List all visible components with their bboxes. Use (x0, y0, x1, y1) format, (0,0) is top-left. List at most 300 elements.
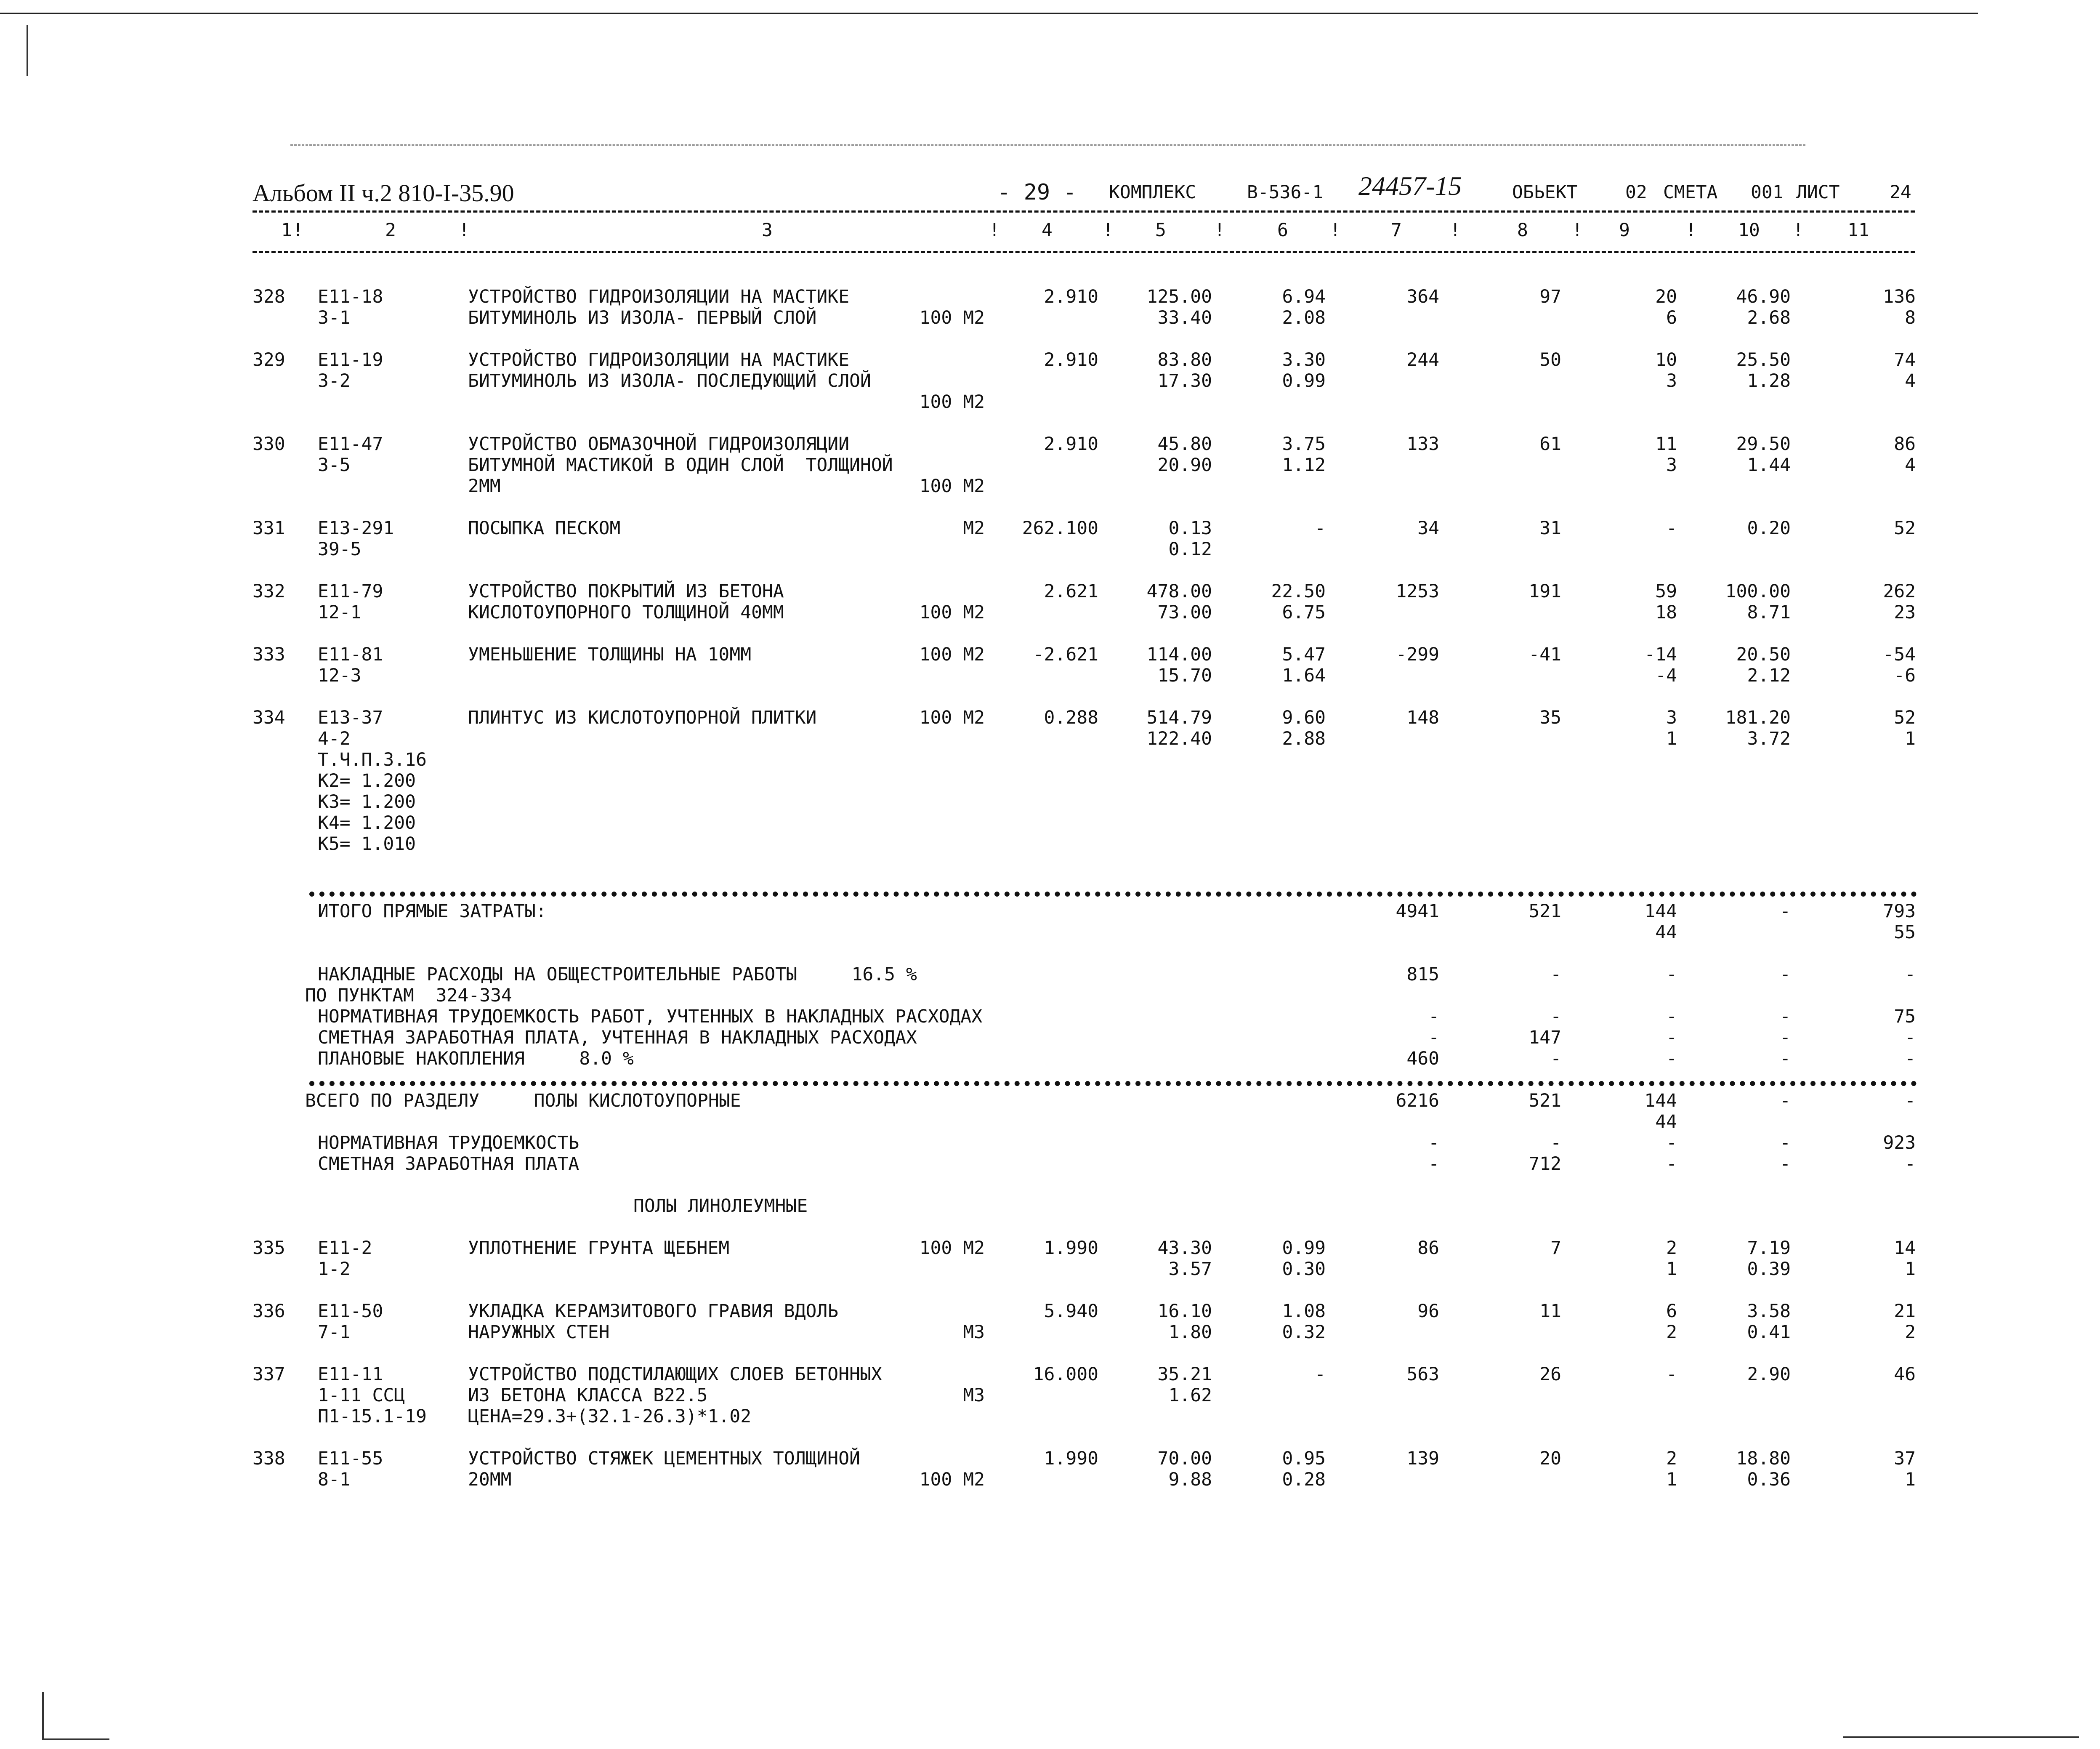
bottom-left-corner (42, 1738, 109, 1740)
cell-c10: 0.41 (1747, 1322, 1791, 1343)
cell-c5: 122.40 (1146, 728, 1212, 749)
cell-c10: 20.50 (1736, 644, 1791, 665)
overhead-c10: - (1780, 964, 1791, 985)
column-separator: ! (1450, 220, 1461, 241)
left-edge-mark (27, 25, 28, 76)
cell-c9: 10 (1655, 349, 1677, 370)
work-description: УМЕНЬШЕНИЕ ТОЛЩИНЫ НА 10ММ (468, 644, 752, 665)
quantity: 0.288 (1044, 707, 1098, 728)
section-extra-c8: - (1550, 1132, 1561, 1153)
column-number: 1 (281, 220, 292, 241)
header-rule-top (253, 210, 1915, 213)
overhead-text: ПО ПУНКТАМ 324-334 (305, 985, 512, 1006)
row-number: 328 (253, 286, 285, 307)
cell-c6: 6.94 (1282, 286, 1326, 307)
cell-c5: 73.00 (1157, 602, 1212, 623)
cell-c10: 18.80 (1736, 1448, 1791, 1469)
cell-c11: 14 (1894, 1238, 1916, 1259)
rate-code: Е11-79 (318, 581, 383, 602)
sheet-number: 24 (1890, 182, 1911, 203)
overhead-c10: - (1780, 1048, 1791, 1069)
cell-c9: 3 (1666, 707, 1677, 728)
section-extra-c10: - (1780, 1153, 1791, 1174)
column-separator: ! (292, 220, 303, 241)
object-number: 02 (1625, 182, 1647, 203)
rate-code: Е13-291 (318, 518, 394, 539)
column-number: 3 (762, 220, 773, 241)
cell-c9: 1 (1666, 1469, 1677, 1490)
bottom-left-vertical (42, 1692, 44, 1739)
section-total-label: ВСЕГО ПО РАЗДЕЛУ ПОЛЫ КИСЛОТОУПОРНЫЕ (305, 1090, 741, 1111)
work-description: БИТУМНОЙ МАСТИКОЙ В ОДИН СЛОЙ ТОЛЩИНОЙ (468, 455, 893, 476)
column-number: 11 (1847, 220, 1869, 241)
row-number: 329 (253, 349, 285, 370)
header-rule-bottom (253, 251, 1915, 253)
row-number: 337 (253, 1364, 285, 1385)
row-number: 336 (253, 1301, 285, 1322)
work-description: 2ММ (468, 476, 501, 497)
cell-c10: 3.72 (1747, 728, 1791, 749)
overhead-text: НАКЛАДНЫЕ РАСХОДЫ НА ОБЩЕСТРОИТЕЛЬНЫЕ РАБОТЫ 16.5 % (318, 964, 917, 985)
column-separator: ! (1214, 220, 1225, 241)
bottom-right-line (1843, 1736, 2079, 1738)
estimate-number: 001 (1751, 182, 1784, 203)
cell-c10: 0.20 (1747, 518, 1791, 539)
rate-code: Е11-55 (318, 1448, 383, 1469)
quantity: 2.621 (1044, 581, 1098, 602)
rate-code: 4-2 (318, 728, 351, 749)
work-description: УСТРОЙСТВО ПОДСТИЛАЮЩИХ СЛОЕВ БЕТОННЫХ (468, 1364, 882, 1385)
section-extra-c10: - (1780, 1132, 1791, 1153)
cell-c8: 31 (1539, 518, 1561, 539)
cell-c6: 0.99 (1282, 1238, 1326, 1259)
cell-c5: 125.00 (1146, 286, 1212, 307)
rate-code: К3= 1.200 (318, 791, 416, 812)
cell-c6: 5.47 (1282, 644, 1326, 665)
object-label: ОБЬЕКТ (1512, 182, 1578, 203)
quantity: 2.910 (1044, 434, 1098, 455)
overhead-c7: 815 (1406, 964, 1439, 985)
cell-c9: -14 (1644, 644, 1677, 665)
overhead-c10: - (1780, 1006, 1791, 1027)
work-description: НАРУЖНЫХ СТЕН (468, 1322, 610, 1343)
cell-c7: 139 (1406, 1448, 1439, 1469)
rate-code: 8-1 (318, 1469, 351, 1490)
cell-c8: 97 (1539, 286, 1561, 307)
column-number: 9 (1619, 220, 1630, 241)
quantity: -2.621 (1033, 644, 1098, 665)
cell-c5: 0.12 (1168, 539, 1212, 560)
work-description: ПОСЫПКА ПЕСКОМ (468, 518, 621, 539)
cell-c11: 23 (1894, 602, 1916, 623)
work-description: ПЛИНТУС ИЗ КИСЛОТОУПОРНОЙ ПЛИТКИ (468, 707, 817, 728)
cell-c6: 3.30 (1282, 349, 1326, 370)
cell-c10: 100.00 (1725, 581, 1791, 602)
row-number: 330 (253, 434, 285, 455)
overhead-text: ПЛАНОВЫЕ НАКОПЛЕНИЯ 8.0 % (318, 1048, 634, 1069)
section-extra-c9: - (1666, 1132, 1677, 1153)
cell-c6: 1.08 (1282, 1301, 1326, 1322)
rate-code: Е11-81 (318, 644, 383, 665)
cell-c6: - (1315, 518, 1326, 539)
cell-c10: 0.36 (1747, 1469, 1791, 1490)
section-total-c9: 44 (1655, 1111, 1677, 1132)
section-total-c8: 521 (1528, 1090, 1561, 1111)
cell-c11: 37 (1894, 1448, 1916, 1469)
cell-c11: 74 (1894, 349, 1916, 370)
work-description: ИЗ БЕТОНА КЛАССА В22.5 (468, 1385, 708, 1406)
cell-c10: 25.50 (1736, 349, 1791, 370)
estimate-label: СМЕТА (1663, 182, 1718, 203)
column-number: 5 (1155, 220, 1166, 241)
quantity: 2.910 (1044, 349, 1098, 370)
work-description: УПЛОТНЕНИЕ ГРУНТА ЩЕБНЕМ (468, 1238, 730, 1259)
cell-c5: 15.70 (1157, 665, 1212, 686)
rate-code: 3-1 (318, 307, 351, 328)
rate-code: 12-3 (318, 665, 362, 686)
cell-c9: 6 (1666, 1301, 1677, 1322)
cell-c5: 33.40 (1157, 307, 1212, 328)
row-number: 333 (253, 644, 285, 665)
column-separator: ! (1685, 220, 1696, 241)
section-title: ПОЛЫ ЛИНОЛЕУМНЫЕ (633, 1195, 808, 1217)
cell-c8: 11 (1539, 1301, 1561, 1322)
row-number: 338 (253, 1448, 285, 1469)
cell-c10: 2.12 (1747, 665, 1791, 686)
cell-c6: 0.30 (1282, 1259, 1326, 1280)
unit: 100 М2 (919, 1238, 985, 1259)
work-description: УКЛАДКА КЕРАМЗИТОВОГО ГРАВИЯ ВДОЛЬ (468, 1301, 839, 1322)
work-description: БИТУМИНОЛЬ ИЗ ИЗОЛА- ПОСЛЕДУЮЩИЙ СЛОЙ (468, 370, 871, 391)
column-separator: ! (1330, 220, 1341, 241)
overhead-c9: - (1666, 964, 1677, 985)
rate-code: К4= 1.200 (318, 812, 416, 833)
cell-c11: 46 (1894, 1364, 1916, 1385)
overhead-c7: - (1428, 1027, 1439, 1048)
quantity: 5.940 (1044, 1301, 1098, 1322)
cell-c10: 29.50 (1736, 434, 1791, 455)
cell-c9: 20 (1655, 286, 1677, 307)
section-extra-c7: - (1428, 1132, 1439, 1153)
unit: 100 М2 (919, 476, 985, 497)
unit: 100 М2 (919, 1469, 985, 1490)
overhead-c9: - (1666, 1006, 1677, 1027)
cell-c9: 18 (1655, 602, 1677, 623)
overhead-c9: - (1666, 1048, 1677, 1069)
cell-c5: 1.62 (1168, 1385, 1212, 1406)
cell-c7: 133 (1406, 434, 1439, 455)
dotted-rule (309, 1081, 1917, 1086)
top-faint-line (290, 144, 1805, 146)
column-number: 4 (1042, 220, 1053, 241)
quantity: 262.100 (1022, 518, 1098, 539)
cell-c11: 2 (1905, 1322, 1916, 1343)
rate-code: П1-15.1-19 (318, 1406, 427, 1427)
complex-code: В-536-1 (1247, 182, 1324, 203)
total-c11: 55 (1894, 922, 1916, 943)
column-separator: ! (1572, 220, 1583, 241)
total-c7: 4941 (1396, 901, 1439, 922)
section-extra-c11: - (1905, 1153, 1916, 1174)
cell-c5: 35.21 (1157, 1364, 1212, 1385)
cell-c10: 2.68 (1747, 307, 1791, 328)
total-c9: 144 (1644, 901, 1677, 922)
album-title: Альбом II ч.2 810-I-35.90 (253, 179, 514, 207)
cell-c7: 563 (1406, 1364, 1439, 1385)
page-number: - 29 - (997, 180, 1077, 205)
cell-c6: - (1315, 1364, 1326, 1385)
cell-c10: 1.44 (1747, 455, 1791, 476)
rate-code: Е11-19 (318, 349, 383, 370)
cell-c9: 6 (1666, 307, 1677, 328)
cell-c8: 35 (1539, 707, 1561, 728)
cell-c5: 0.13 (1168, 518, 1212, 539)
column-number: 7 (1391, 220, 1402, 241)
section-total-c10: - (1780, 1090, 1791, 1111)
cell-c8: 20 (1539, 1448, 1561, 1469)
cell-c6: 2.88 (1282, 728, 1326, 749)
overhead-c10: - (1780, 1027, 1791, 1048)
rate-code: 12-1 (318, 602, 362, 623)
cell-c10: 2.90 (1747, 1364, 1791, 1385)
complex-label: КОМПЛЕКС (1109, 182, 1196, 203)
unit: М3 (963, 1385, 985, 1406)
section-extra-c11: 923 (1883, 1132, 1916, 1153)
cell-c6: 0.32 (1282, 1322, 1326, 1343)
cell-c5: 514.79 (1146, 707, 1212, 728)
rate-code: 3-2 (318, 370, 351, 391)
work-description: УСТРОЙСТВО ГИДРОИЗОЛЯЦИИ НА МАСТИКЕ (468, 286, 850, 307)
column-number: 6 (1277, 220, 1288, 241)
rate-code: К5= 1.010 (318, 833, 416, 855)
cell-c5: 16.10 (1157, 1301, 1212, 1322)
cell-c9: 2 (1666, 1238, 1677, 1259)
rate-code: 39-5 (318, 539, 362, 560)
unit: 100 М2 (919, 707, 985, 728)
cell-c6: 2.08 (1282, 307, 1326, 328)
cell-c9: 1 (1666, 1259, 1677, 1280)
cell-c9: 3 (1666, 370, 1677, 391)
overhead-c9: - (1666, 1027, 1677, 1048)
cell-c6: 22.50 (1271, 581, 1326, 602)
unit: 100 М2 (919, 644, 985, 665)
cell-c6: 1.12 (1282, 455, 1326, 476)
overhead-c8: 147 (1528, 1027, 1561, 1048)
total-c8: 521 (1528, 901, 1561, 922)
cell-c10: 0.39 (1747, 1259, 1791, 1280)
cell-c11: 1 (1905, 1259, 1916, 1280)
column-separator: ! (989, 220, 1000, 241)
overhead-c8: - (1550, 1048, 1561, 1069)
cell-c10: 181.20 (1725, 707, 1791, 728)
cell-c7: -299 (1396, 644, 1439, 665)
cell-c8: 61 (1539, 434, 1561, 455)
cell-c9: - (1666, 518, 1677, 539)
row-number: 335 (253, 1238, 285, 1259)
cell-c10: 8.71 (1747, 602, 1791, 623)
cell-c11: -6 (1894, 665, 1916, 686)
unit: М2 (963, 518, 985, 539)
overhead-c11: - (1905, 1027, 1916, 1048)
cell-c8: 50 (1539, 349, 1561, 370)
cell-c9: 3 (1666, 455, 1677, 476)
rate-code: 1-2 (318, 1259, 351, 1280)
cell-c7: 364 (1406, 286, 1439, 307)
column-separator: ! (1793, 220, 1804, 241)
cell-c9: 59 (1655, 581, 1677, 602)
overhead-c11: 75 (1894, 1006, 1916, 1027)
column-separator: ! (459, 220, 470, 241)
cell-c6: 0.95 (1282, 1448, 1326, 1469)
cell-c10: 1.28 (1747, 370, 1791, 391)
work-description: УСТРОЙСТВО СТЯЖЕК ЦЕМЕНТНЫХ ТОЛЩИНОЙ (468, 1448, 860, 1469)
handwritten-number: 24457-15 (1358, 171, 1462, 201)
unit: 100 М2 (919, 307, 985, 328)
rate-code: Е11-47 (318, 434, 383, 455)
cell-c11: 136 (1883, 286, 1916, 307)
unit: М3 (963, 1322, 985, 1343)
cell-c5: 1.80 (1168, 1322, 1212, 1343)
rate-code: Е11-18 (318, 286, 383, 307)
total-c9: 44 (1655, 922, 1677, 943)
rate-code: Е11-2 (318, 1238, 372, 1259)
cell-c6: 6.75 (1282, 602, 1326, 623)
cell-c8: -41 (1528, 644, 1561, 665)
overhead-c8: - (1550, 964, 1561, 985)
cell-c7: 86 (1417, 1238, 1439, 1259)
cell-c5: 9.88 (1168, 1469, 1212, 1490)
rate-code: Е11-11 (318, 1364, 383, 1385)
overhead-c7: 460 (1406, 1048, 1439, 1069)
total-c10: - (1780, 901, 1791, 922)
cell-c6: 3.75 (1282, 434, 1326, 455)
quantity: 2.910 (1044, 286, 1098, 307)
cell-c11: -54 (1883, 644, 1916, 665)
rate-code: К2= 1.200 (318, 770, 416, 791)
work-description: 20ММ (468, 1469, 512, 1490)
cell-c5: 17.30 (1157, 370, 1212, 391)
cell-c11: 1 (1905, 1469, 1916, 1490)
overhead-text: СМЕТНАЯ ЗАРАБОТНАЯ ПЛАТА, УЧТЕННАЯ В НАКЛАДНЫХ РАСХОДАХ (318, 1027, 917, 1048)
unit: 100 М2 (919, 391, 985, 413)
work-description: УСТРОЙСТВО ГИДРОИЗОЛЯЦИИ НА МАСТИКЕ (468, 349, 850, 370)
cell-c11: 21 (1894, 1301, 1916, 1322)
section-extra-text: СМЕТНАЯ ЗАРАБОТНАЯ ПЛАТА (318, 1153, 579, 1174)
cell-c9: -4 (1655, 665, 1677, 686)
cell-c11: 8 (1905, 307, 1916, 328)
column-number: 2 (385, 220, 396, 241)
cell-c9: 11 (1655, 434, 1677, 455)
cell-c5: 45.80 (1157, 434, 1212, 455)
cell-c11: 86 (1894, 434, 1916, 455)
row-number: 331 (253, 518, 285, 539)
cell-c8: 7 (1550, 1238, 1561, 1259)
cell-c5: 43.30 (1157, 1238, 1212, 1259)
quantity: 1.990 (1044, 1448, 1098, 1469)
cell-c9: 2 (1666, 1448, 1677, 1469)
work-description: БИТУМИНОЛЬ ИЗ ИЗОЛА- ПЕРВЫЙ СЛОЙ (468, 307, 817, 328)
cell-c5: 3.57 (1168, 1259, 1212, 1280)
section-extra-c7: - (1428, 1153, 1439, 1174)
cell-c7: 34 (1417, 518, 1439, 539)
section-extra-text: НОРМАТИВНАЯ ТРУДОЕМКОСТЬ (318, 1132, 579, 1153)
rate-code: 3-5 (318, 455, 351, 476)
cell-c5: 70.00 (1157, 1448, 1212, 1469)
cell-c10: 7.19 (1747, 1238, 1791, 1259)
sheet-label: ЛИСТ (1796, 182, 1840, 203)
cell-c11: 1 (1905, 728, 1916, 749)
cell-c6: 1.64 (1282, 665, 1326, 686)
cell-c9: 1 (1666, 728, 1677, 749)
rate-code: Е11-50 (318, 1301, 383, 1322)
row-number: 334 (253, 707, 285, 728)
work-description: ЦЕНА=29.3+(32.1-26.3)*1.02 (468, 1406, 752, 1427)
cell-c5: 20.90 (1157, 455, 1212, 476)
rate-code: 7-1 (318, 1322, 351, 1343)
overhead-c8: - (1550, 1006, 1561, 1027)
work-description: УСТРОЙСТВО ОБМАЗОЧНОЙ ГИДРОИЗОЛЯЦИИ (468, 434, 850, 455)
overhead-c11: - (1905, 964, 1916, 985)
cell-c5: 478.00 (1146, 581, 1212, 602)
work-description: КИСЛОТОУПОРНОГО ТОЛЩИНОЙ 40ММ (468, 602, 784, 623)
section-extra-c8: 712 (1528, 1153, 1561, 1174)
rate-code: Е13-37 (318, 707, 383, 728)
top-scan-line (0, 13, 1978, 14)
rate-code: 1-11 ССЦ (318, 1385, 405, 1406)
row-number: 332 (253, 581, 285, 602)
cell-c5: 83.80 (1157, 349, 1212, 370)
cell-c10: 46.90 (1736, 286, 1791, 307)
section-total-c11: - (1905, 1090, 1916, 1111)
cell-c11: 52 (1894, 707, 1916, 728)
section-total-c7: 6216 (1396, 1090, 1439, 1111)
column-separator: ! (1103, 220, 1114, 241)
total-c11: 793 (1883, 901, 1916, 922)
rate-code: Т.Ч.П.3.16 (318, 749, 427, 770)
cell-c8: 26 (1539, 1364, 1561, 1385)
cell-c11: 52 (1894, 518, 1916, 539)
cell-c8: 191 (1528, 581, 1561, 602)
cell-c6: 0.28 (1282, 1469, 1326, 1490)
cell-c11: 262 (1883, 581, 1916, 602)
section-total-c9: 144 (1644, 1090, 1677, 1111)
cell-c6: 0.99 (1282, 370, 1326, 391)
cell-c7: 96 (1417, 1301, 1439, 1322)
cell-c11: 4 (1905, 455, 1916, 476)
cell-c9: - (1666, 1364, 1677, 1385)
dotted-rule (309, 892, 1917, 897)
section-extra-c9: - (1666, 1153, 1677, 1174)
overhead-text: НОРМАТИВНАЯ ТРУДОЕМКОСТЬ РАБОТ, УЧТЕННЫХ В НАКЛАДНЫХ РАСХОДАХ (318, 1006, 983, 1027)
overhead-c7: - (1428, 1006, 1439, 1027)
total-label: ИТОГО ПРЯМЫЕ ЗАТРАТЫ: (318, 901, 547, 922)
cell-c7: 148 (1406, 707, 1439, 728)
cell-c6: 9.60 (1282, 707, 1326, 728)
column-number: 10 (1738, 220, 1760, 241)
overhead-c11: - (1905, 1048, 1916, 1069)
column-number: 8 (1517, 220, 1528, 241)
cell-c7: 1253 (1396, 581, 1439, 602)
work-description: УСТРОЙСТВО ПОКРЫТИЙ ИЗ БЕТОНА (468, 581, 784, 602)
quantity: 16.000 (1033, 1364, 1098, 1385)
cell-c9: 2 (1666, 1322, 1677, 1343)
cell-c11: 4 (1905, 370, 1916, 391)
cell-c7: 244 (1406, 349, 1439, 370)
unit: 100 М2 (919, 602, 985, 623)
cell-c10: 3.58 (1747, 1301, 1791, 1322)
quantity: 1.990 (1044, 1238, 1098, 1259)
cell-c5: 114.00 (1146, 644, 1212, 665)
